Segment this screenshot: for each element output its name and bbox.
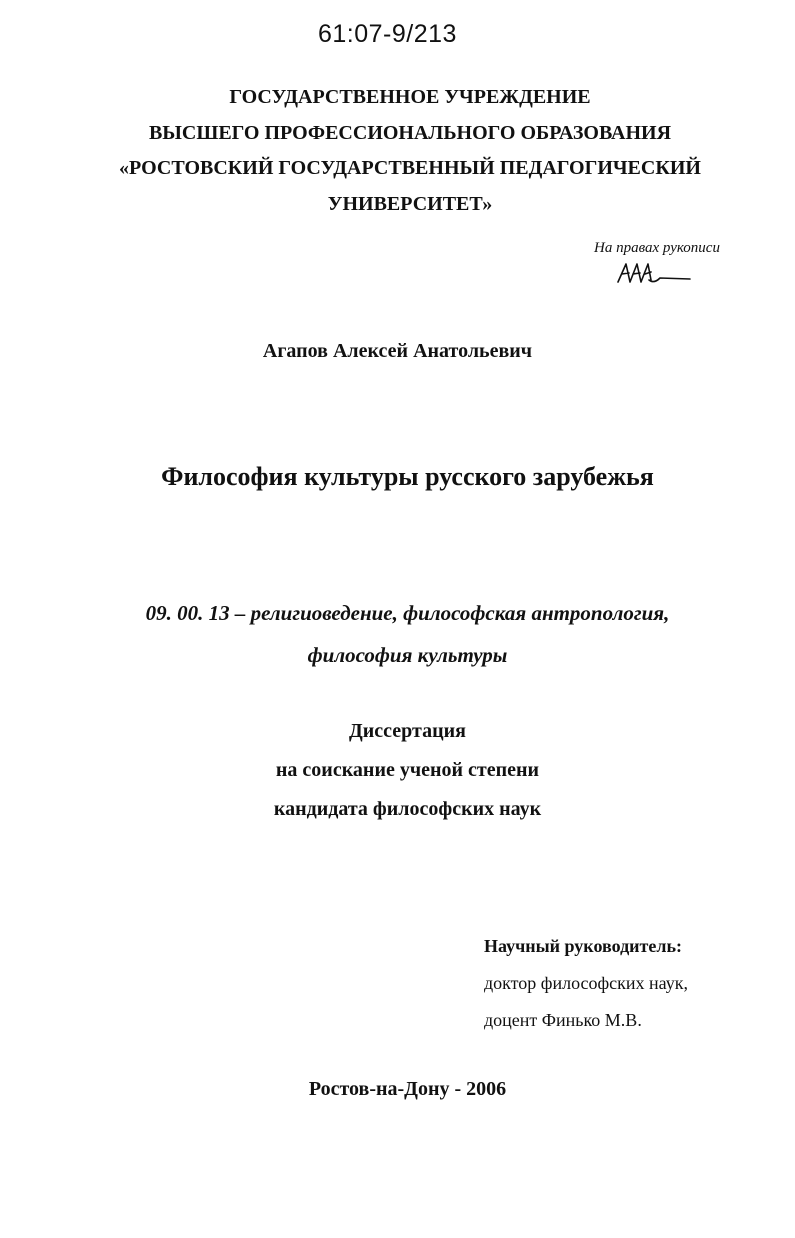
- advisor-name: доцент Финько М.В.: [484, 1010, 642, 1030]
- degree-statement: [0, 712, 795, 829]
- institution-header: [60, 80, 760, 222]
- manuscript-rights-note: На правах рукописи: [594, 240, 720, 256]
- specialty-line: философия культуры: [307, 643, 508, 667]
- dissertation-title: Философия культуры русского зарубежья: [161, 462, 654, 491]
- degree-line: Диссертация: [349, 720, 466, 742]
- degree-line: кандидата философских наук: [273, 798, 542, 820]
- city-year: Ростов-на-Дону - 2006: [308, 1078, 507, 1100]
- institution-line: ГОСУДАРСТВЕННОЕ УЧРЕЖДЕНИЕ: [229, 86, 591, 108]
- advisor-degree: доктор философских наук,: [484, 973, 688, 993]
- scientific-advisor: [484, 928, 688, 1039]
- institution-line: УНИВЕРСИТЕТ»: [327, 192, 493, 215]
- advisor-heading: Научный руководитель:: [484, 936, 682, 956]
- author-name: Агапов Алексей Анатольевич: [262, 340, 533, 362]
- catalog-code: 61:07-9/213: [318, 20, 457, 48]
- degree-line: на соискание ученой степени: [275, 759, 540, 781]
- specialty-line: 09. 00. 13 – религиоведение, философская антропология,: [145, 601, 670, 625]
- specialty: [0, 592, 795, 676]
- institution-line: ВЫСШЕГО ПРОФЕССИОНАЛЬНОГО ОБРАЗОВАНИЯ: [148, 121, 672, 144]
- signature-icon: [616, 258, 696, 288]
- institution-line: «РОСТОВСКИЙ ГОСУДАРСТВЕННЫЙ ПЕДАГОГИЧЕСКИЙ: [119, 157, 701, 179]
